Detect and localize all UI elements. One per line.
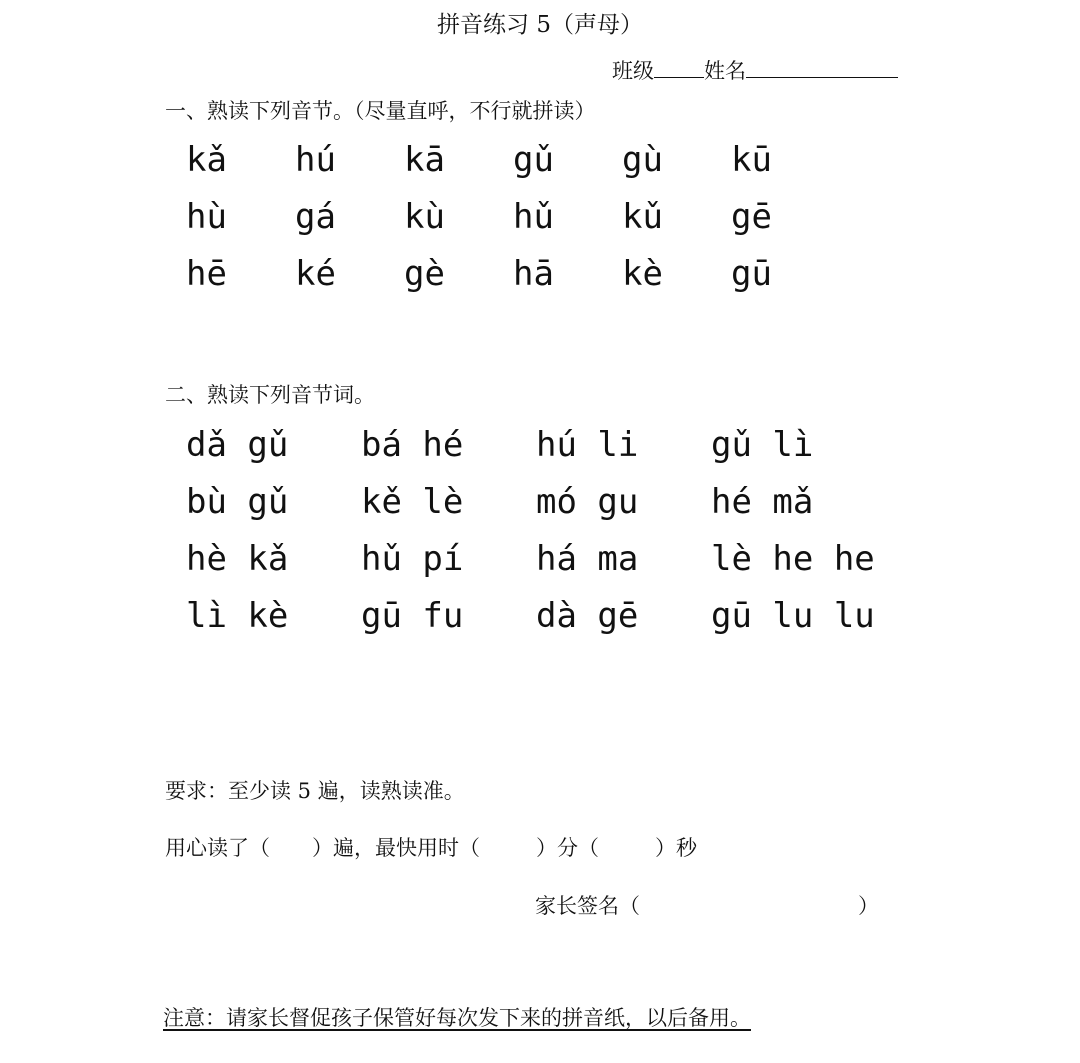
- seconds-label: ）秒: [655, 836, 697, 860]
- word-row: [186, 596, 886, 653]
- class-blank[interactable]: [654, 57, 704, 78]
- syllable-row: [186, 197, 840, 254]
- syllable: hǔ: [513, 197, 554, 237]
- syllable: hú: [295, 140, 336, 180]
- syllable: gǔ: [513, 140, 554, 180]
- pinyin-word: hú li: [536, 425, 639, 465]
- pinyin-word: mó gu: [536, 482, 639, 522]
- pinyin-word: bù gǔ: [186, 482, 289, 522]
- word-row: [186, 539, 886, 596]
- pinyin-word: hé mǎ: [711, 482, 814, 522]
- pinyin-word: kě lè: [361, 482, 464, 522]
- word-grid: [186, 425, 886, 653]
- pinyin-word: há ma: [536, 539, 639, 579]
- times-label: 用心读了（: [165, 836, 270, 860]
- name-blank[interactable]: [746, 57, 898, 78]
- syllable: gá: [295, 197, 336, 237]
- syllable: kā: [404, 140, 445, 180]
- pinyin-word: gū fu: [361, 596, 464, 636]
- syllable-grid: [186, 140, 840, 311]
- pinyin-word: hǔ pí: [361, 539, 464, 579]
- syllable: gù: [622, 140, 663, 180]
- syllable: hā: [513, 254, 554, 294]
- word-row: [186, 482, 886, 539]
- pinyin-word: gū lu lu: [711, 596, 875, 636]
- parent-signature-line: [535, 890, 879, 920]
- parent-sign-close: ）: [858, 894, 879, 918]
- syllable: ké: [295, 254, 336, 294]
- syllable: hē: [186, 254, 227, 294]
- syllable: kè: [622, 254, 663, 294]
- syllable: gè: [404, 254, 445, 294]
- pinyin-word: gǔ lì: [711, 425, 814, 465]
- section2-heading: 二、熟读下列音节词。: [165, 383, 375, 407]
- syllable: gū: [731, 254, 772, 294]
- minutes-label: ）分（: [536, 836, 599, 860]
- class-name-line: [612, 55, 898, 85]
- pinyin-word: lì kè: [186, 596, 289, 636]
- syllable: kǎ: [186, 140, 227, 180]
- syllable: kū: [731, 140, 772, 180]
- syllable-row: [186, 254, 840, 311]
- syllable-row: [186, 140, 840, 197]
- pinyin-word: dǎ gǔ: [186, 425, 289, 465]
- pinyin-word: dà gē: [536, 596, 639, 636]
- page-title: 拼音练习 5（声母）: [437, 12, 643, 38]
- syllable: hù: [186, 197, 227, 237]
- fastest-time-label: ）遍，最快用时（: [312, 836, 480, 860]
- syllable: kǔ: [622, 197, 663, 237]
- name-label: 姓名: [704, 59, 746, 83]
- requirement-text: 要求：至少读 5 遍，读熟读准。: [165, 779, 465, 803]
- word-row: [186, 425, 886, 482]
- pinyin-word: lè he he: [711, 539, 875, 579]
- parent-sign-label: 家长签名（: [535, 894, 640, 918]
- syllable: kù: [404, 197, 445, 237]
- note-text: 注意：请家长督促孩子保管好每次发下来的拼音纸，以后备用。: [163, 1006, 751, 1030]
- reading-record-line: [165, 832, 697, 862]
- class-label: 班级: [612, 59, 654, 83]
- pinyin-word: hè kǎ: [186, 539, 289, 579]
- pinyin-word: bá hé: [361, 425, 464, 465]
- syllable: gē: [731, 197, 772, 237]
- section1-heading: 一、熟读下列音节。（尽量直呼，不行就拼读）: [165, 99, 596, 123]
